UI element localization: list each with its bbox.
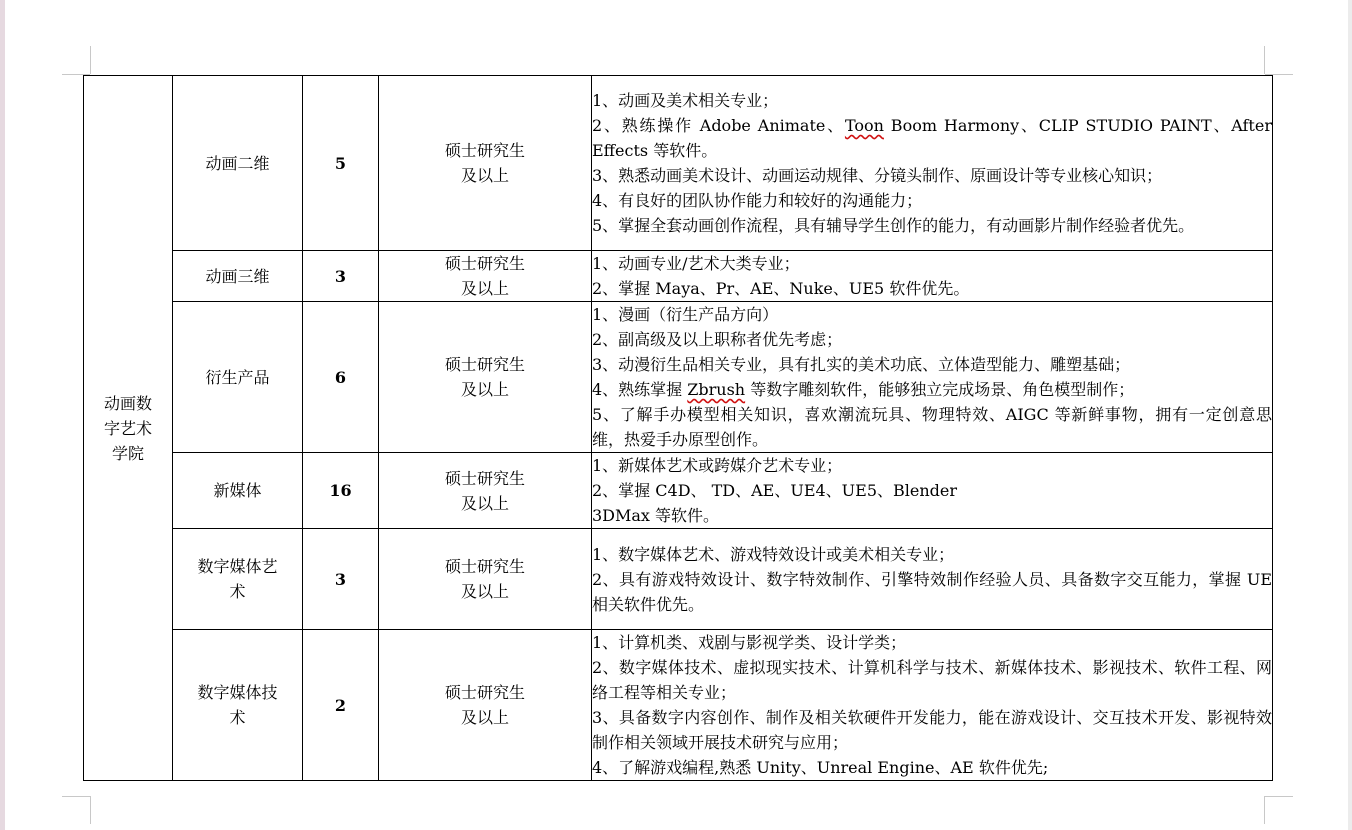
position-name: 术 — [229, 582, 246, 601]
crop-mark-top-right-v — [1264, 46, 1265, 74]
position-cell — [173, 529, 303, 630]
education-cell — [379, 529, 592, 630]
education-cell — [379, 76, 592, 251]
education-line: 硕士研究生 — [444, 141, 525, 160]
education-line: 及以上 — [460, 166, 509, 185]
crop-mark-top-left-v — [90, 46, 91, 74]
window-right-edge — [1348, 0, 1352, 830]
requirement-item: 2、熟练操作 Adobe Animate、Toon Boom Harmony、CLIP STUDIO PAINT、After Effects 等软件。 — [592, 116, 1272, 160]
requirement-item: 2、数字媒体技术、虚拟现实技术、计算机科学与技术、新媒体技术、影视技术、软件工程、网络工程等相关专业； — [592, 658, 1272, 702]
position-cell — [173, 630, 303, 781]
requirements-cell — [592, 302, 1273, 453]
position-name: 动画二维 — [205, 153, 270, 173]
requirements-cell — [592, 76, 1273, 251]
requirement-item: 2、掌握 C4D、 TD、AE、UE4、UE5、Blender — [592, 481, 958, 500]
education-cell — [379, 453, 592, 529]
headcount-cell: 3 — [303, 529, 379, 630]
requirement-item: 2、具有游戏特效设计、数字特效制作、引擎特效制作经验人员、具备数字交互能力，掌握 UE 相关软件优先。 — [592, 569, 1272, 614]
table-row — [84, 251, 1273, 302]
recruitment-table — [83, 75, 1273, 781]
position-name: 衍生产品 — [205, 367, 270, 387]
college-name-line: 字艺术 — [103, 418, 152, 438]
requirement-item: 4、有良好的团队协作能力和较好的沟通能力； — [592, 191, 923, 210]
education-line: 及以上 — [460, 380, 509, 399]
spellcheck-underline: Zbrush — [687, 380, 746, 399]
requirement-item: 2、副高级及以上职称者优先考虑； — [592, 330, 843, 349]
education-line: 硕士研究生 — [444, 254, 525, 273]
crop-mark-bottom-left-v — [90, 796, 91, 824]
requirement-item: 1、动画专业/艺术大类专业； — [592, 254, 800, 273]
requirements-cell — [592, 630, 1273, 781]
requirement-item: 1、新媒体艺术或跨媒介艺术专业； — [592, 456, 843, 475]
position-name: 术 — [229, 708, 246, 727]
requirement-item: 4、熟练掌握 Zbrush 等数字雕刻软件，能够独立完成场景、角色模型制作； — [592, 380, 1135, 399]
crop-mark-bottom-right-h — [1265, 796, 1293, 797]
window-left-edge — [0, 0, 5, 830]
education-line: 及以上 — [460, 279, 509, 298]
college-name-line: 动画数 — [103, 393, 152, 413]
table-row — [84, 302, 1273, 453]
headcount-cell: 6 — [303, 302, 379, 453]
requirements-cell — [592, 529, 1273, 630]
education-cell — [379, 630, 592, 781]
requirement-item: 4、了解游戏编程,熟悉 Unity、Unreal Engine、AE 软件优先; — [592, 758, 1049, 777]
education-line: 硕士研究生 — [444, 683, 525, 702]
position-cell — [173, 76, 303, 251]
position-name: 数字媒体技 — [197, 683, 278, 702]
requirement-item: 1、数字媒体艺术、游戏特效设计或美术相关专业； — [592, 544, 955, 564]
position-name: 动画三维 — [205, 266, 270, 286]
education-line: 及以上 — [460, 708, 509, 727]
requirement-item: 3、具备数字内容创作、制作及相关软硬件开发能力，能在游戏设计、交互技术开发、影视特效制作相关领域开展技术研究与应用； — [592, 708, 1272, 752]
requirement-item: 1、漫画（衍生产品方向） — [592, 305, 779, 324]
table-row — [84, 630, 1273, 781]
crop-mark-bottom-right-v — [1264, 796, 1265, 824]
education-line: 及以上 — [460, 582, 509, 601]
table-row — [84, 76, 1273, 251]
requirement-item: 3DMax 等软件。 — [592, 506, 720, 525]
requirement-item: 2、掌握 Maya、Pr、AE、Nuke、UE5 软件优先。 — [592, 279, 970, 298]
position-name: 数字媒体艺 — [197, 557, 278, 576]
requirement-item: 3、熟悉动画美术设计、动画运动规律、分镜头制作、原画设计等专业核心知识； — [592, 166, 1163, 185]
table-row — [84, 529, 1273, 630]
education-cell — [379, 251, 592, 302]
position-name: 新媒体 — [213, 481, 262, 500]
position-cell — [173, 251, 303, 302]
headcount-cell: 2 — [303, 630, 379, 781]
table-row — [84, 453, 1273, 529]
requirement-item: 1、动画及美术相关专业； — [592, 91, 779, 110]
education-line: 及以上 — [460, 493, 509, 513]
spellcheck-underline: Toon — [844, 116, 884, 135]
headcount-cell: 5 — [303, 76, 379, 251]
college-cell — [84, 76, 173, 781]
requirement-item: 5、掌握全套动画创作流程，具有辅导学生创作的能力，有动画影片制作经验者优先。 — [592, 216, 1195, 235]
education-cell — [379, 302, 592, 453]
requirements-cell — [592, 453, 1273, 529]
requirement-item: 1、计算机类、戏剧与影视学类、设计学类； — [592, 633, 907, 652]
position-cell — [173, 453, 303, 529]
education-line: 硕士研究生 — [444, 355, 525, 374]
college-name-line: 学院 — [111, 443, 144, 463]
education-line: 硕士研究生 — [444, 557, 525, 576]
headcount-cell: 16 — [303, 453, 379, 529]
position-cell — [173, 302, 303, 453]
requirement-item: 3、动漫衍生品相关专业，具有扎实的美术功底、立体造型能力、雕塑基础； — [592, 355, 1131, 374]
education-line: 硕士研究生 — [444, 468, 525, 488]
requirement-item: 5、了解手办模型相关知识，喜欢潮流玩具、物理特效、AIGC 等新鲜事物，拥有一定创意思维，热爱手办原型创作。 — [592, 405, 1272, 449]
crop-mark-bottom-left-h — [62, 796, 90, 797]
requirements-cell — [592, 251, 1273, 302]
headcount-cell: 3 — [303, 251, 379, 302]
